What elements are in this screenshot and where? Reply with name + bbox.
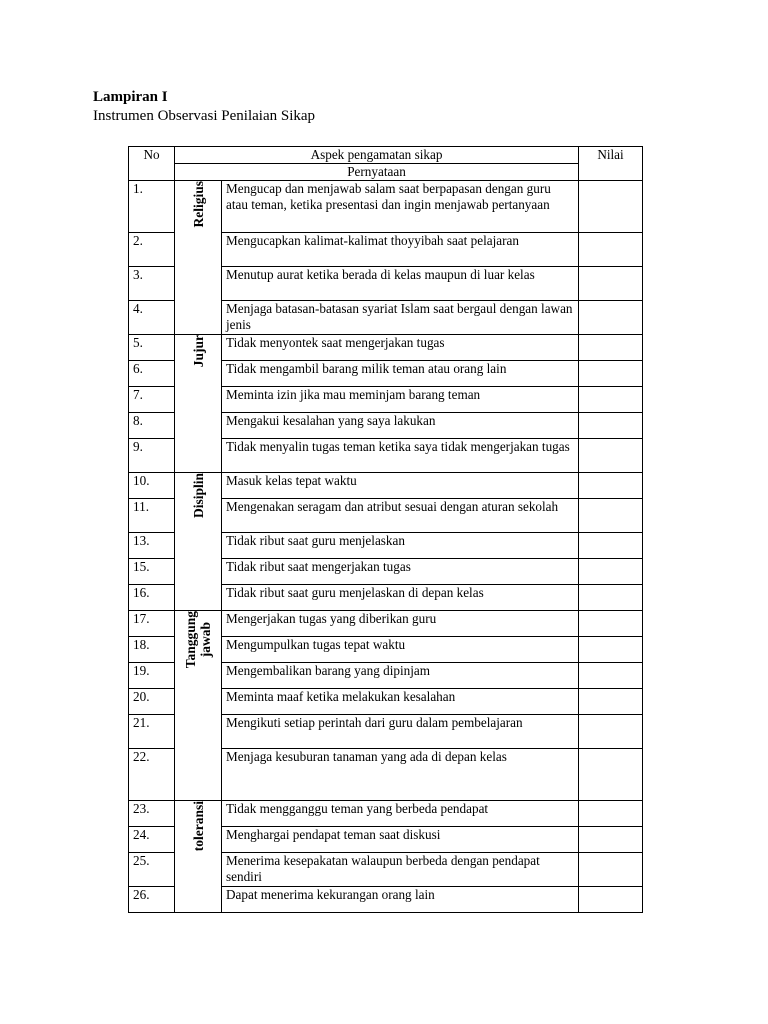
document-subheading: Instrumen Observasi Penilaian Sikap — [93, 108, 316, 124]
row-number: 7. — [129, 387, 175, 413]
row-number: 15. — [129, 559, 175, 585]
row-number: 19. — [129, 663, 175, 689]
nilai-cell[interactable] — [579, 499, 643, 533]
statement-text: Tidak menyalin tugas teman ketika saya tidak mengerjakan tugas — [222, 439, 579, 473]
category-label — [191, 181, 206, 228]
row-number: 9. — [129, 439, 175, 473]
nilai-cell[interactable] — [579, 887, 643, 913]
nilai-cell[interactable] — [579, 335, 643, 361]
category-label-line: Religius — [190, 181, 206, 228]
statement-text: Dapat menerima kekurangan orang lain — [222, 887, 579, 913]
nilai-cell[interactable] — [579, 637, 643, 663]
row-number: 11. — [129, 499, 175, 533]
category-label — [191, 473, 206, 518]
document-heading: Lampiran I — [93, 89, 168, 105]
statement-text: Mengakui kesalahan yang saya lakukan — [222, 413, 579, 439]
observation-table — [128, 146, 643, 913]
nilai-cell[interactable] — [579, 361, 643, 387]
row-number: 20. — [129, 689, 175, 715]
header-pernyataan: Pernyataan — [175, 164, 579, 181]
category-cell — [175, 801, 222, 913]
row-number: 2. — [129, 233, 175, 267]
table-row — [129, 801, 643, 827]
row-number: 3. — [129, 267, 175, 301]
statement-text: Tidak mengambil barang milik teman atau orang lain — [222, 361, 579, 387]
nilai-cell[interactable] — [579, 663, 643, 689]
category-label-line: jawab — [198, 622, 213, 658]
category-cell — [175, 473, 222, 611]
row-number: 24. — [129, 827, 175, 853]
category-label — [183, 611, 213, 668]
nilai-cell[interactable] — [579, 801, 643, 827]
statement-text: Mengenakan seragam dan atribut sesuai dengan aturan sekolah — [222, 499, 579, 533]
row-number: 16. — [129, 585, 175, 611]
nilai-cell[interactable] — [579, 387, 643, 413]
row-number: 17. — [129, 611, 175, 637]
statement-text: Menghargai pendapat teman saat diskusi — [222, 827, 579, 853]
header-no: No — [129, 147, 175, 181]
nilai-cell[interactable] — [579, 233, 643, 267]
statement-text: Mengerjakan tugas yang diberikan guru — [222, 611, 579, 637]
table-row — [129, 473, 643, 499]
category-label-line: Tanggung — [183, 611, 198, 669]
nilai-cell[interactable] — [579, 439, 643, 473]
category-label — [191, 335, 206, 367]
nilai-cell[interactable] — [579, 749, 643, 801]
statement-text: Tidak menyontek saat mengerjakan tugas — [222, 335, 579, 361]
nilai-cell[interactable] — [579, 715, 643, 749]
row-number: 25. — [129, 853, 175, 887]
nilai-cell[interactable] — [579, 853, 643, 887]
statement-text: Tidak ribut saat mengerjakan tugas — [222, 559, 579, 585]
row-number: 1. — [129, 181, 175, 233]
row-number: 18. — [129, 637, 175, 663]
statement-text: Mengikuti setiap perintah dari guru dalam pembelajaran — [222, 715, 579, 749]
category-label — [191, 801, 206, 851]
nilai-cell[interactable] — [579, 611, 643, 637]
statement-text: Meminta maaf ketika melakukan kesalahan — [222, 689, 579, 715]
table-header-row — [129, 147, 643, 164]
statement-text: Menjaga kesuburan tanaman yang ada di depan kelas — [222, 749, 579, 801]
table-row — [129, 611, 643, 637]
header-aspek: Aspek pengamatan sikap — [175, 147, 579, 164]
category-label-line: toleransi — [190, 801, 206, 852]
nilai-cell[interactable] — [579, 181, 643, 233]
statement-text: Menerima kesepakatan walaupun berbeda dengan pendapat sendiri — [222, 853, 579, 887]
row-number: 26. — [129, 887, 175, 913]
statement-text: Mengembalikan barang yang dipinjam — [222, 663, 579, 689]
statement-text: Tidak mengganggu teman yang berbeda pendapat — [222, 801, 579, 827]
category-cell — [175, 181, 222, 335]
statement-text: Mengucapkan kalimat-kalimat thoyyibah saat pelajaran — [222, 233, 579, 267]
row-number: 5. — [129, 335, 175, 361]
row-number: 13. — [129, 533, 175, 559]
statement-text: Menjaga batasan-batasan syariat Islam saat bergaul dengan lawan jenis — [222, 301, 579, 335]
statement-text: Menutup aurat ketika berada di kelas maupun di luar kelas — [222, 267, 579, 301]
row-number: 23. — [129, 801, 175, 827]
category-cell — [175, 611, 222, 801]
table-subheader-row — [129, 164, 643, 181]
table-row — [129, 181, 643, 233]
nilai-cell[interactable] — [579, 473, 643, 499]
row-number: 22. — [129, 749, 175, 801]
row-number: 8. — [129, 413, 175, 439]
header-nilai: Nilai — [579, 147, 643, 181]
statement-text: Tidak ribut saat guru menjelaskan — [222, 533, 579, 559]
statement-text: Mengucap dan menjawab salam saat berpapasan dengan guru atau teman, ketika presentasi dan ingin menjawab pertanyaan — [222, 181, 579, 233]
statement-text: Mengumpulkan tugas tepat waktu — [222, 637, 579, 663]
category-cell — [175, 335, 222, 473]
nilai-cell[interactable] — [579, 413, 643, 439]
table-row — [129, 335, 643, 361]
nilai-cell[interactable] — [579, 689, 643, 715]
category-label-line: Disiplin — [190, 473, 206, 519]
nilai-cell[interactable] — [579, 827, 643, 853]
table-body — [129, 181, 643, 913]
category-label-line: Jujur — [190, 335, 206, 368]
row-number: 6. — [129, 361, 175, 387]
row-number: 21. — [129, 715, 175, 749]
nilai-cell[interactable] — [579, 559, 643, 585]
nilai-cell[interactable] — [579, 585, 643, 611]
statement-text: Tidak ribut saat guru menjelaskan di depan kelas — [222, 585, 579, 611]
row-number: 10. — [129, 473, 175, 499]
nilai-cell[interactable] — [579, 533, 643, 559]
row-number: 4. — [129, 301, 175, 335]
nilai-cell[interactable] — [579, 301, 643, 335]
statement-text: Masuk kelas tepat waktu — [222, 473, 579, 499]
statement-text: Meminta izin jika mau meminjam barang teman — [222, 387, 579, 413]
nilai-cell[interactable] — [579, 267, 643, 301]
